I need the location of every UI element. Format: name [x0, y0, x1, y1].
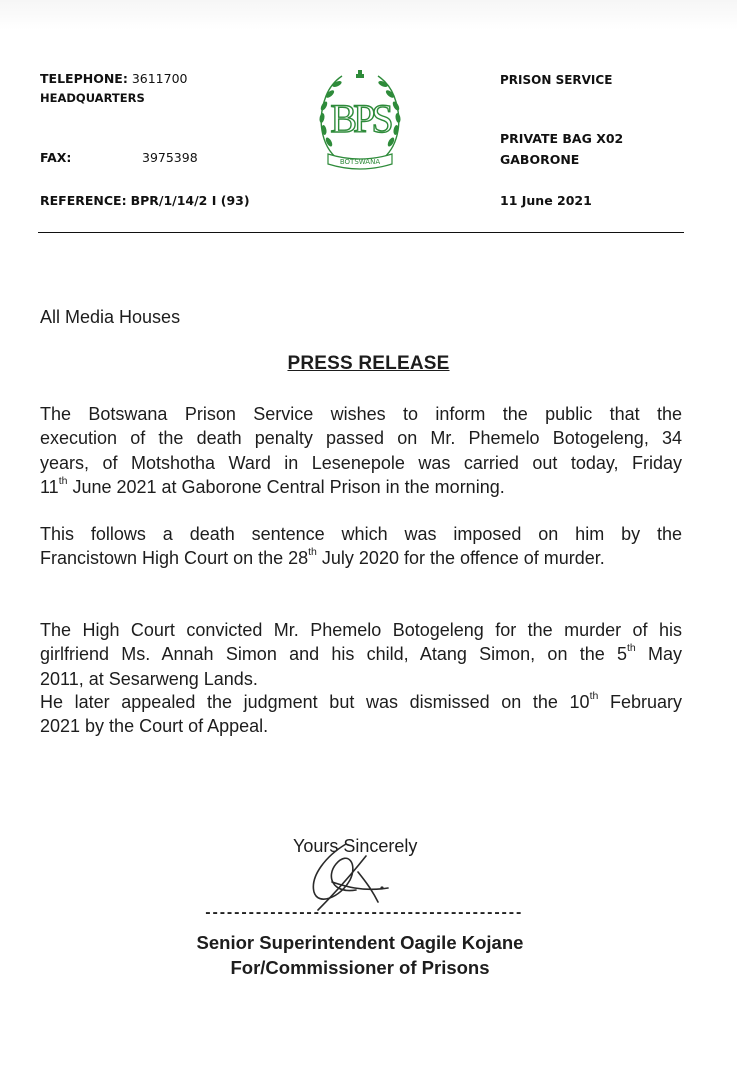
telephone-label: TELEPHONE:: [40, 71, 128, 86]
headquarters-label: HEADQUARTERS: [40, 91, 145, 105]
closing-line: Yours Sincerely: [293, 836, 418, 856]
address-line-2: GABORONE: [500, 152, 580, 167]
p1-line-3: years, of Motshotha Ward in Lesenepole was carried out today, Friday: [40, 452, 682, 473]
paragraph-4: [40, 690, 682, 739]
paragraph-3: [40, 618, 682, 691]
p1-line-1: The Botswana Prison Service wishes to inform the public that the: [40, 404, 682, 424]
document-title: PRESS RELEASE: [287, 353, 450, 374]
paragraph-1: [40, 402, 682, 499]
signature-line: --------------------------------------------: [204, 906, 522, 921]
p2-line-1: This follows a death sentence which was imposed on him by the: [40, 524, 682, 544]
emblem-letters: BPS: [330, 96, 390, 141]
p3-line-2: girlfriend Ms. Annah Simon and his child, Atang Simon, on the 5th May: [40, 642, 682, 665]
reference-line: [40, 193, 250, 208]
reference-value: BPR/1/14/2 I (93): [130, 193, 250, 208]
telephone-value: 3611700: [131, 71, 188, 86]
emblem-banner: BOTSWANA: [339, 158, 381, 166]
fax-line: [40, 150, 198, 165]
address-line-1: PRIVATE BAG X02: [500, 131, 624, 146]
signatory-title: For/Commissioner of Prisons: [230, 957, 490, 978]
p3-line-1: The High Court convicted Mr. Phemelo Botogeleng for the murder of his: [40, 620, 682, 640]
bps-emblem-logo: [312, 66, 408, 176]
header-divider: [38, 232, 684, 233]
handwritten-signature: [296, 836, 396, 916]
telephone-line: [40, 71, 187, 86]
salutation: All Media Houses: [40, 307, 181, 327]
p4-line-2: 2021 by the Court of Appeal.: [40, 716, 269, 737]
fax-label: FAX:: [40, 150, 72, 165]
paragraph-2: [40, 522, 682, 571]
letter-date: 11 June 2021: [500, 193, 592, 208]
p4-line-1: He later appealed the judgment but was dismissed on the 10th February: [40, 690, 682, 712]
p1-line-2: execution of the death penalty passed on Mr. Phemelo Botogeleng, 34: [40, 428, 682, 449]
reference-label: REFERENCE:: [40, 193, 127, 208]
p2-line-2: Francistown High Court on the 28th July 2020 for the offence of murder.: [40, 546, 605, 569]
fax-value: 3975398: [142, 150, 198, 165]
service-name: PRISON SERVICE: [500, 73, 613, 87]
signatory-name: Senior Superintendent Oagile Kojane: [196, 932, 524, 953]
p1-line-4: 11th June 2021 at Gaborone Central Prison in the morning.: [40, 474, 505, 497]
p3-line-3: 2011, at Sesarweng Lands.: [40, 668, 258, 689]
